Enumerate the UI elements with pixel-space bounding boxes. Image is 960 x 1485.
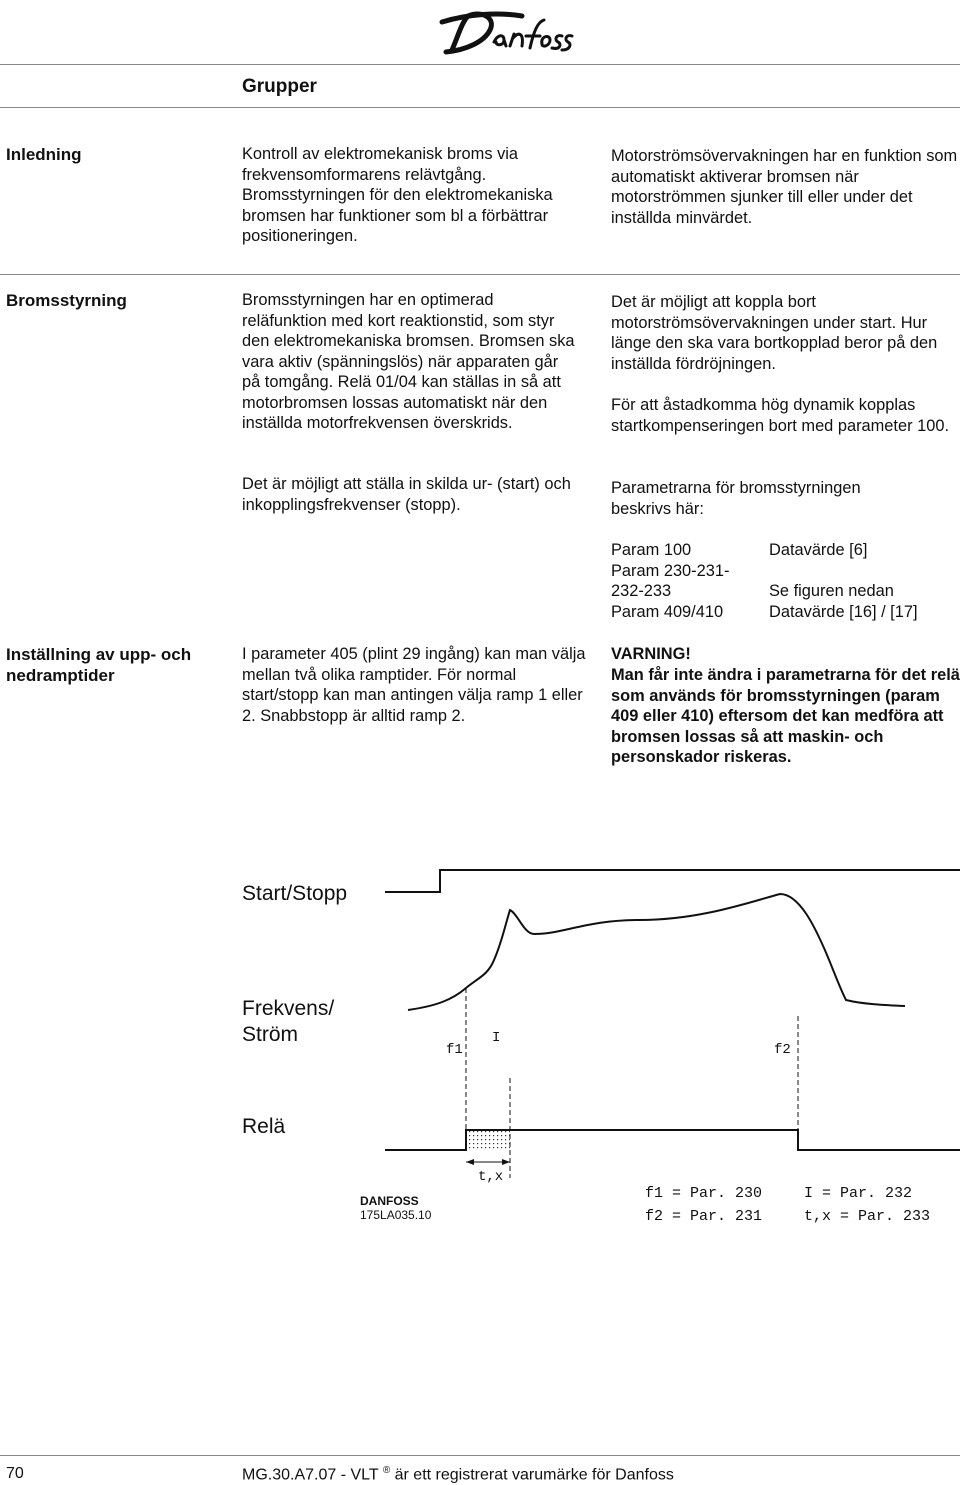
- marker-tx: t,x: [478, 1169, 504, 1185]
- page-number: 70: [6, 1465, 24, 1482]
- bromsstyrning-text-2: Det är möjligt att ställa in skilda ur- (start) och inkopplingsfrekvenser (stopp).: [242, 475, 571, 514]
- legend-i: I = Par. 232: [804, 1185, 913, 1202]
- brake-timing-diagram: [0, 850, 960, 1230]
- bromsstyrning-label: Bromsstyrning: [6, 291, 127, 310]
- parameter-name: Param 409/410: [611, 602, 724, 621]
- inledning-text-right: Motorströmsövervakningen har en funktion som automatiskt aktiverar bromsen när motorströmmen sjunker till eller under det inställda minvärdet.: [611, 147, 958, 227]
- parameter-name: Param 230-231-: [611, 561, 730, 580]
- parameter-value: [769, 561, 918, 582]
- bromsstyrning-right-1: Det är möjligt att koppla bort motorströmsövervakningen under start. Hur länge den ska vara bortkopplad beror på den inställda fördröjningen.: [611, 293, 938, 373]
- ramptider-label: [6, 644, 191, 686]
- header-rule: [0, 64, 960, 65]
- inledning-label: Inledning: [6, 145, 82, 164]
- label-rela: Relä: [242, 1115, 286, 1138]
- parameter-value: Datavärde [6]: [769, 541, 868, 559]
- title-rule: [0, 107, 960, 108]
- footer-doc-id: [242, 1465, 674, 1484]
- ramptider-label-line2: nedramptider: [6, 666, 115, 685]
- warning-text: Man får inte ändra i parametrarna för det relä som används för bromsstyrningen (param 409 eller 410) eftersom det kan medföra att bromsen lossas så att maskin- och personskador riskeras.: [611, 666, 960, 766]
- section-title: Grupper: [242, 76, 317, 97]
- inledning-text-left: Kontroll av elektromekanisk broms via frekvensomformarens relävtgång. Bromsstyrningen för den elektromekaniska bromsen har funktioner som bl a förbättrar positioneringen.: [242, 145, 553, 245]
- label-start-stopp: Start/Stopp: [242, 882, 348, 905]
- danfoss-logo: [438, 6, 574, 58]
- start-stopp-signal: [385, 870, 960, 892]
- legend-f2: f2 = Par. 231: [645, 1208, 763, 1225]
- ramptider-text: I parameter 405 (plint 29 ingång) kan man välja mellan två olika ramptider. För normal start/stopp kan man antingen välja ramp 1 eller 2. Snabbstopp är alltid ramp 2.: [242, 645, 586, 725]
- figure-code-line1: DANFOSS: [360, 1194, 419, 1208]
- frequency-current-curve: [408, 894, 905, 1010]
- bromsstyrning-right-2: För att åstadkomma hög dynamik kopplas startkompenseringen bort med parameter 100.: [611, 396, 950, 435]
- ramptider-label-line1: Inställning av upp- och: [6, 645, 192, 664]
- legend-tx: t,x = Par. 233: [804, 1208, 931, 1225]
- section-rule: [0, 274, 960, 275]
- parameter-row: [611, 561, 918, 582]
- parameter-name: 232-233: [611, 582, 672, 600]
- parameter-value: Datavärde [16] / [17]: [769, 602, 918, 621]
- bromsstyrning-right-3: Parametrarna för bromsstyrningen beskrivs här:: [611, 479, 861, 518]
- parameter-row: [611, 602, 918, 623]
- marker-f2: f2: [774, 1042, 791, 1058]
- marker-f1: f1: [446, 1042, 463, 1058]
- parameter-value: Se figuren nedan: [769, 582, 894, 600]
- parameter-row: [611, 581, 918, 602]
- legend-f1: f1 = Par. 230: [645, 1185, 763, 1202]
- label-frekvens: Frekvens/: [242, 997, 335, 1020]
- footer-rule: [0, 1455, 960, 1456]
- parameter-row: [611, 540, 918, 561]
- label-strom: Ström: [242, 1023, 299, 1046]
- figure-code-line2: 175LA035.10: [360, 1208, 432, 1222]
- bromsstyrning-text-1: Bromsstyrningen har en optimerad reläfunktion med kort reaktionstid, som styr den elektromekaniska bromsen. Bromsen ska vara aktiv (spänningslös) när apparaten går på tomgång. Relä 01/04 kan ställas in så att motorbromsen lossas automatiskt när den inställda motorfrekvensen överskrids.: [242, 291, 575, 432]
- footer-doc-id-prefix: MG.30.A7.07 - VLT: [242, 1466, 379, 1484]
- parameter-table: [611, 540, 918, 622]
- relay-delay-area: [466, 1130, 510, 1150]
- warning-title: VARNING!: [611, 645, 691, 663]
- registered-mark: ®: [382, 1465, 391, 1476]
- footer-doc-id-suffix: är ett registrerat varumärke för Danfoss: [390, 1466, 674, 1484]
- marker-i: I: [492, 1030, 501, 1046]
- parameter-name: Param 100: [611, 541, 692, 559]
